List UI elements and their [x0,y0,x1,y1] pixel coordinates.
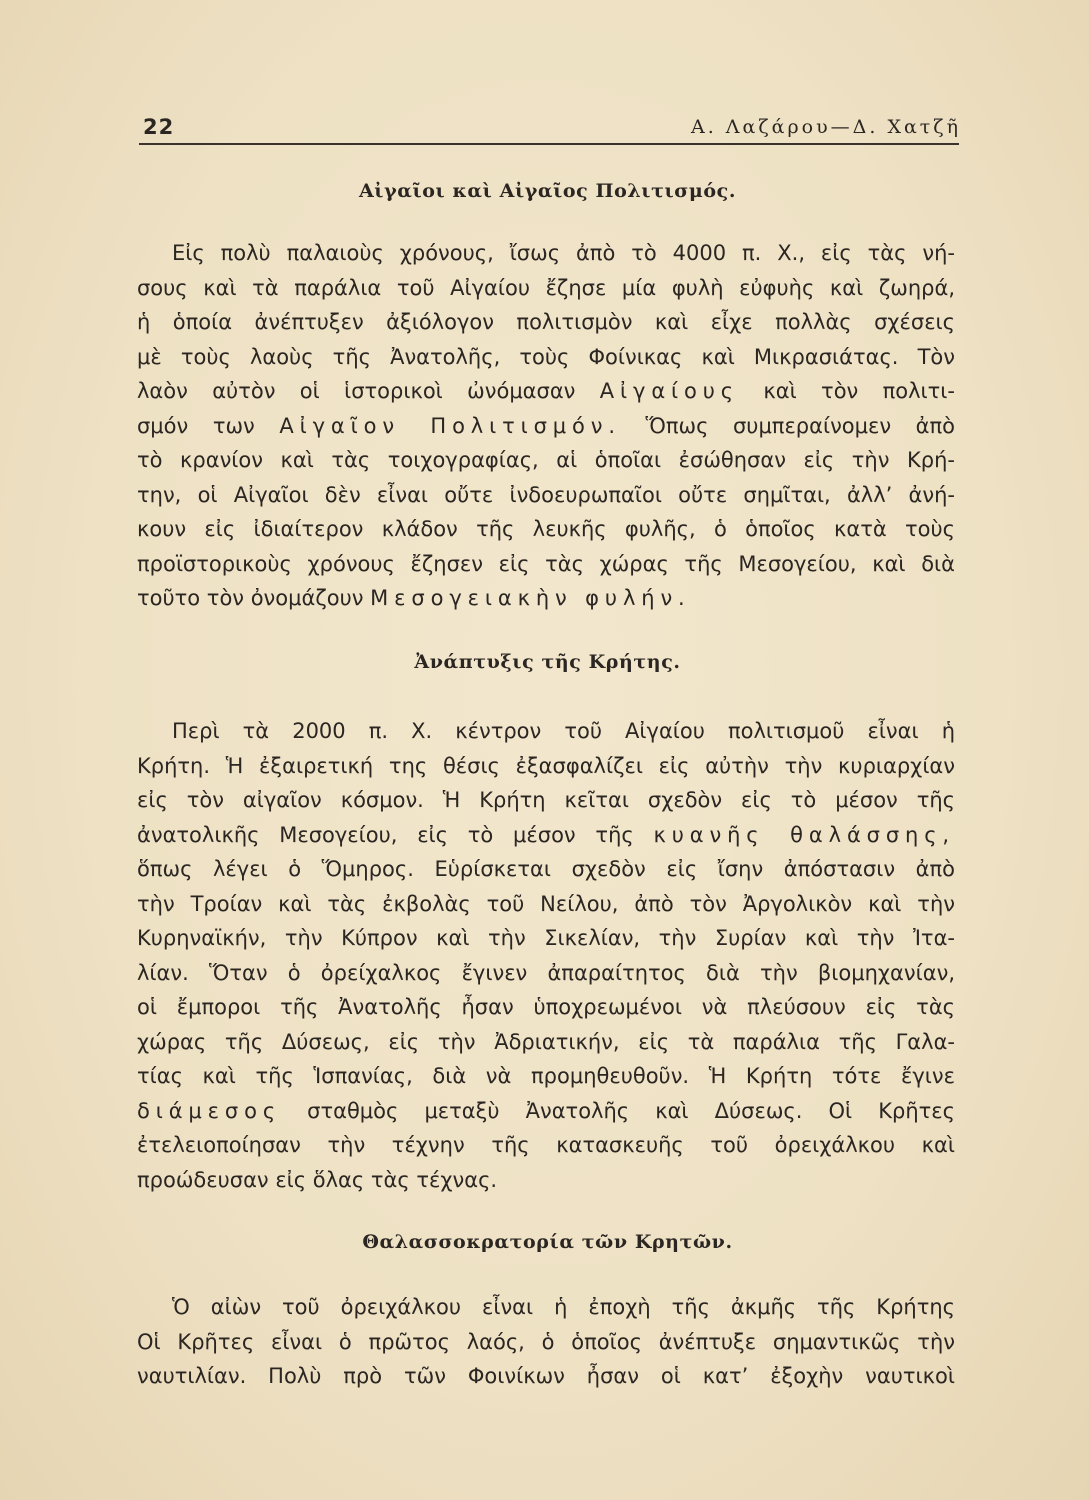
text-line [137,1059,955,1094]
text-segment: λαὸν αὐτὸν οἱ ἱστορικοὶ ὠνόμασαν [137,379,600,403]
spaced-emphasis-text: Αἰγαῖον Πολιτισμόν. [279,413,621,438]
section-heading: Ἀνάπτυξις τῆς Κρήτης. [414,651,681,673]
text-segment: Κρήτη. Ἡ ἐξαιρετική της θέσις ἐξασφαλίζει εἰς αὐτὴν τὴν κυριαρχίαν [137,753,955,778]
text-line [137,714,955,749]
text-segment: Οἱ Κρῆτες εἶναι ὁ πρῶτος λαός, ὁ ὁποῖος ἀνέπτυξε σημαντικῶς τὴν [137,1329,955,1354]
text-line [137,374,955,409]
text-segment: ὅπως λέγει ὁ Ὅμηρος. Εὑρίσκεται σχεδὸν εἰς ἴσην ἀπόστασιν ἀπὸ [137,857,955,881]
text-segment: σους καὶ τὰ παράλια τοῦ Αἰγαίου ἔζησε μία φυλὴ εὐφυὴς καὶ ζωηρά, [137,275,955,300]
text-segment: Κυρηναϊκήν, τὴν Κύπρον καὶ τὴν Σικελίαν, τὴν Συρίαν καὶ τὴν Ἰτα- [137,926,955,950]
text-line [137,921,955,956]
text-segment: ἐτελειοποίησαν τὴν τέχνην τῆς κατασκευῆς τοῦ ὀρειχάλκου καὶ [137,1133,955,1157]
paragraph [137,714,955,1197]
text-segment: ἀνατολικῆς Μεσογείου, εἰς τὸ μέσον τῆς [137,822,654,847]
text-segment: ἡ ὁποία ἀνέπτυξεν ἀξιόλογον πολιτισμὸν καὶ εἶχε πολλὰς σχέσεις [137,310,955,334]
spaced-emphasis-text: Αἰγαίους [599,379,739,403]
running-title: Α. Λαζάρου—Δ. Χατζῆ [691,116,961,138]
text-segment: Περὶ τὰ 2000 π. Χ. κέντρον τοῦ Αἰγαίου πολιτισμοῦ εἶναι ἡ [172,719,955,743]
text-line [137,340,955,375]
text-segment: λίαν. Ὅταν ὁ ὀρείχαλκος ἔγινεν ἀπαραίτητος διὰ τὴν βιομηχανίαν, [137,960,955,985]
text-segment: Εἰς πολὺ παλαιοὺς χρόνους, ἴσως ἀπὸ τὸ 4000 π. Χ., εἰς τὰς νή- [172,241,955,265]
text-segment: οἱ ἔμποροι τῆς Ἀνατολῆς ἦσαν ὑποχρεωμένοι νὰ πλεύσουν εἰς τὰς [137,995,955,1019]
text-line [137,887,955,922]
text-segment: σταθμὸς μεταξὺ Ἀνατολῆς καὶ Δύσεως. Οἱ Κρῆτες [281,1098,955,1123]
text-segment: χώρας τῆς Δύσεως, εἰς τὴν Ἀδριατικήν, εἰς τὰ παράλια τῆς Γαλα- [137,1029,955,1054]
text-segment: την, οἱ Αἰγαῖοι δὲν εἶναι οὔτε ἰνδοευρωπαῖοι οὔτε σημῖται, ἀλλ’ ἀνή- [137,482,955,507]
text-line [137,512,955,547]
text-segment: τὴν Τροίαν καὶ τὰς ἐκβολὰς τοῦ Νείλου, ἀπὸ τὸν Ἀργολικὸν καὶ τὴν [137,891,955,916]
text-segment: σμόν των [137,413,280,438]
header-rule [139,143,959,145]
text-line [137,1163,955,1198]
text-segment: καὶ τὸν πολιτι- [739,379,955,403]
text-line [137,478,955,513]
text-segment: μὲ τοὺς λαοὺς τῆς Ἀνατολῆς, τοὺς Φοίνικας καὶ Μικρασιάτας. Τὸν [137,344,955,369]
spaced-emphasis-text: Μεσογειακὴν φυλήν. [370,586,691,610]
section-heading: Θαλασσοκρατορία τῶν Κρητῶν. [362,1231,733,1253]
text-segment: προϊστορικοὺς χρόνους ἔζησεν εἰς τὰς χώρας τῆς Μεσογείου, καὶ διὰ [137,551,955,576]
text-line [137,1290,955,1325]
text-line [137,1325,955,1360]
text-line [137,236,955,271]
text-line [137,443,955,478]
text-segment: Ὅπως συμπεραίνομεν ἀπὸ [620,413,956,438]
text-segment: κουν εἰς ἰδιαίτερον κλάδον τῆς λευκῆς φυλῆς, ὁ ὁποῖος κατὰ τοὺς [137,517,955,541]
text-line [137,852,955,887]
text-line [137,271,955,306]
text-line [137,1025,955,1060]
text-segment: προώδευσαν εἰς ὅλας τὰς τέχνας. [137,1167,498,1192]
text-line [137,1359,955,1394]
text-segment: τοῦτο τὸν ὀνομάζουν [137,586,371,610]
text-line [137,749,955,784]
paragraph [137,1290,955,1394]
text-line [137,990,955,1025]
text-line [137,783,955,818]
text-line [137,305,955,340]
text-segment: εἰς τὸν αἰγαῖον κόσμον. Ἡ Κρήτη κεῖται σχεδὸν εἰς τὸ μέσον τῆς [137,788,955,812]
spaced-emphasis-text: κυανῆς θαλάσσης, [653,822,955,847]
text-line [137,1094,955,1129]
text-segment: ναυτιλίαν. Πολὺ πρὸ τῶν Φοινίκων ἦσαν οἱ κατ’ ἐξοχὴν ναυτικοὶ [137,1364,955,1388]
section-heading: Αἰγαῖοι καὶ Αἰγαῖος Πολιτισμός. [358,180,737,202]
paragraph [137,236,955,616]
text-segment: τὸ κρανίον καὶ τὰς τοιχογραφίας, αἱ ὁποῖαι ἐσώθησαν εἰς τὴν Κρή- [137,448,955,472]
text-line [137,547,955,582]
text-segment: Ὁ αἰὼν τοῦ ὀρειχάλκου εἶναι ἡ ἐποχὴ τῆς ἀκμῆς τῆς Κρήτης [172,1295,955,1319]
text-line [137,581,955,616]
page-number: 22 [143,115,175,139]
text-segment: τίας καὶ τῆς Ἱσπανίας, διὰ νὰ προμηθευθοῦν. Ἡ Κρήτη τότε ἔγινε [137,1064,955,1088]
spaced-emphasis-text: διάμεσος [137,1098,282,1123]
text-line [137,956,955,991]
text-line [137,409,955,444]
text-line [137,1128,955,1163]
text-line [137,818,955,853]
